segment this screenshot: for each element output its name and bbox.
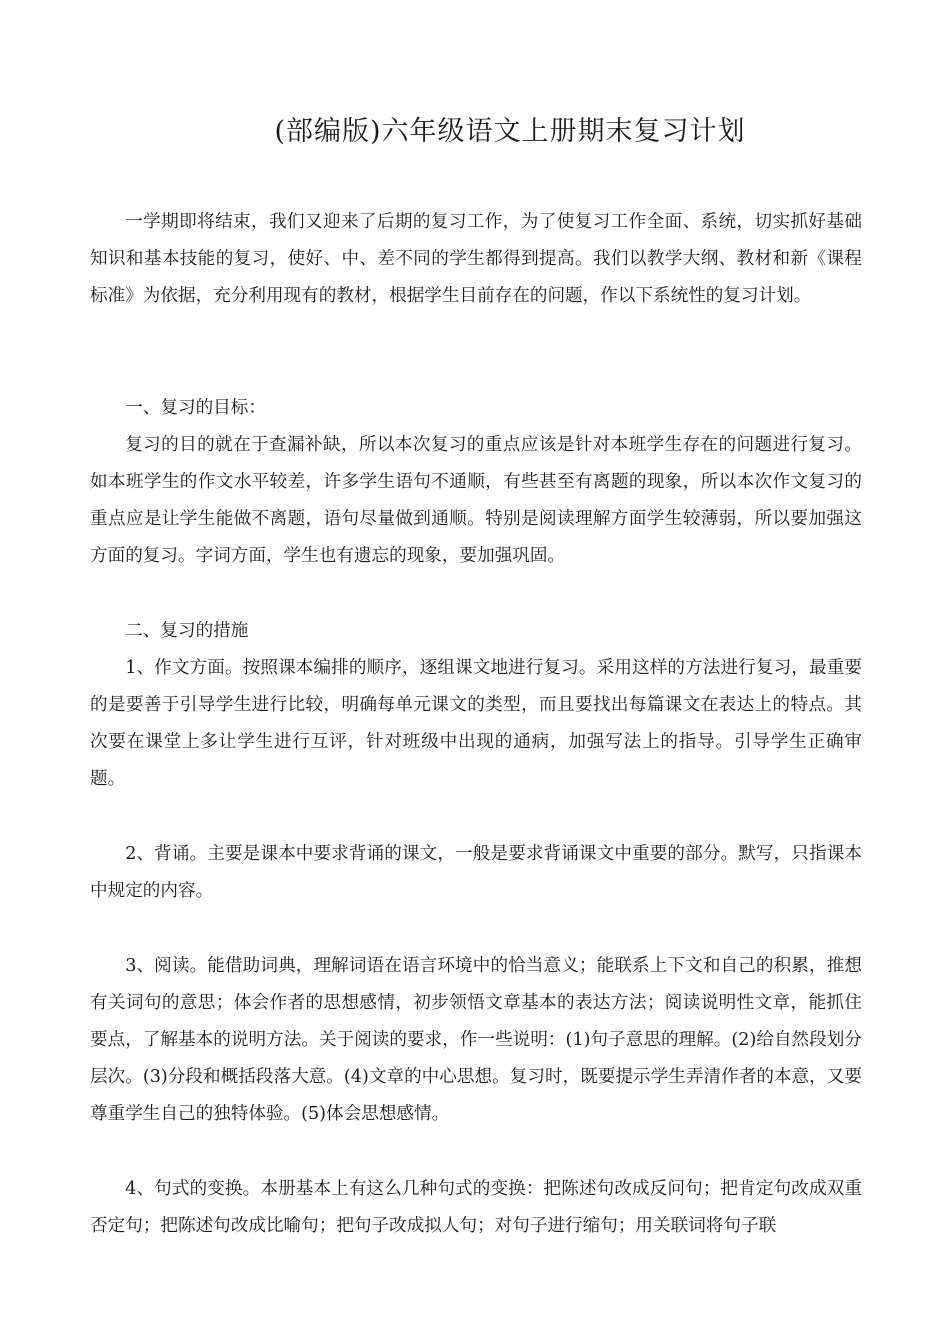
section-heading-goals: 一、复习的目标： xyxy=(125,398,266,418)
goals-paragraph: 复习的目的就在于查漏补缺，所以本次复习的重点应该是针对本班学生存在的问题进行复习。如本班学生的作文水平较差，许多学生语句不通顺，有些甚至有离题的现象，所以本次作文复习的重点应是让学生能做不离题，语句尽量做到通顺。特别是阅读理解方面学生较薄弱，所以要加强这方面的复习。字词方面，学生也有遗忘的现象，要加强巩固。 xyxy=(90,435,862,566)
measure-item-sentence-transform: 4、句式的变换。本册基本上有这么几种句式的变换：把陈述句改成反问句；把肯定句改成双重否定句；把陈述句改成比喻句；把句子改成拟人句；对句子进行缩句；用关联词将句子联 xyxy=(90,1179,862,1236)
measure-item-reading: 3、阅读。能借助词典，理解词语在语言环境中的恰当意义；能联系上下文和自己的积累，推想有关词句的意思；体会作者的思想感情，初步领悟文章基本的表达方法；阅读说明性文章，能抓住要点，了解基本的说明方法。关于阅读的要求，作一些说明：(1)句子意思的理解。(2)给自然段划分层次。(3)分段和概括段落大意。(4)文章的中心思想。复习时，既要提示学生弄清作者的本意，又要尊重学生自己的独特体验。(5)体会思想感情。 xyxy=(90,956,862,1124)
section-heading-measures: 二、复习的措施 xyxy=(125,621,249,641)
document-title: (部编版)六年级语文上册期末复习计划 xyxy=(274,116,746,147)
intro-paragraph: 一学期即将结束，我们又迎来了后期的复习工作，为了使复习工作全面、系统，切实抓好基础知识和基本技能的复习，使好、中、差不同的学生都得到提高。我们以教学大纲、教材和新《课程标准》为依据，充分利用现有的教材，根据学生目前存在的问题，作以下系统性的复习计划。 xyxy=(90,212,862,306)
measure-item-recitation: 2、背诵。主要是课本中要求背诵的课文，一般是要求背诵课文中重要的部分。默写，只指课本中规定的内容。 xyxy=(90,844,862,901)
measure-item-writing: 1、作文方面。按照课本编排的顺序，逐组课文地进行复习。采用这样的方法进行复习，最重要的是要善于引导学生进行比较，明确每单元课文的类型，而且要找出每篇课文在表达上的特点。其次要在课堂上多让学生进行互评，针对班级中出现的通病，加强写法上的指导。引导学生正确审题。 xyxy=(90,658,862,789)
